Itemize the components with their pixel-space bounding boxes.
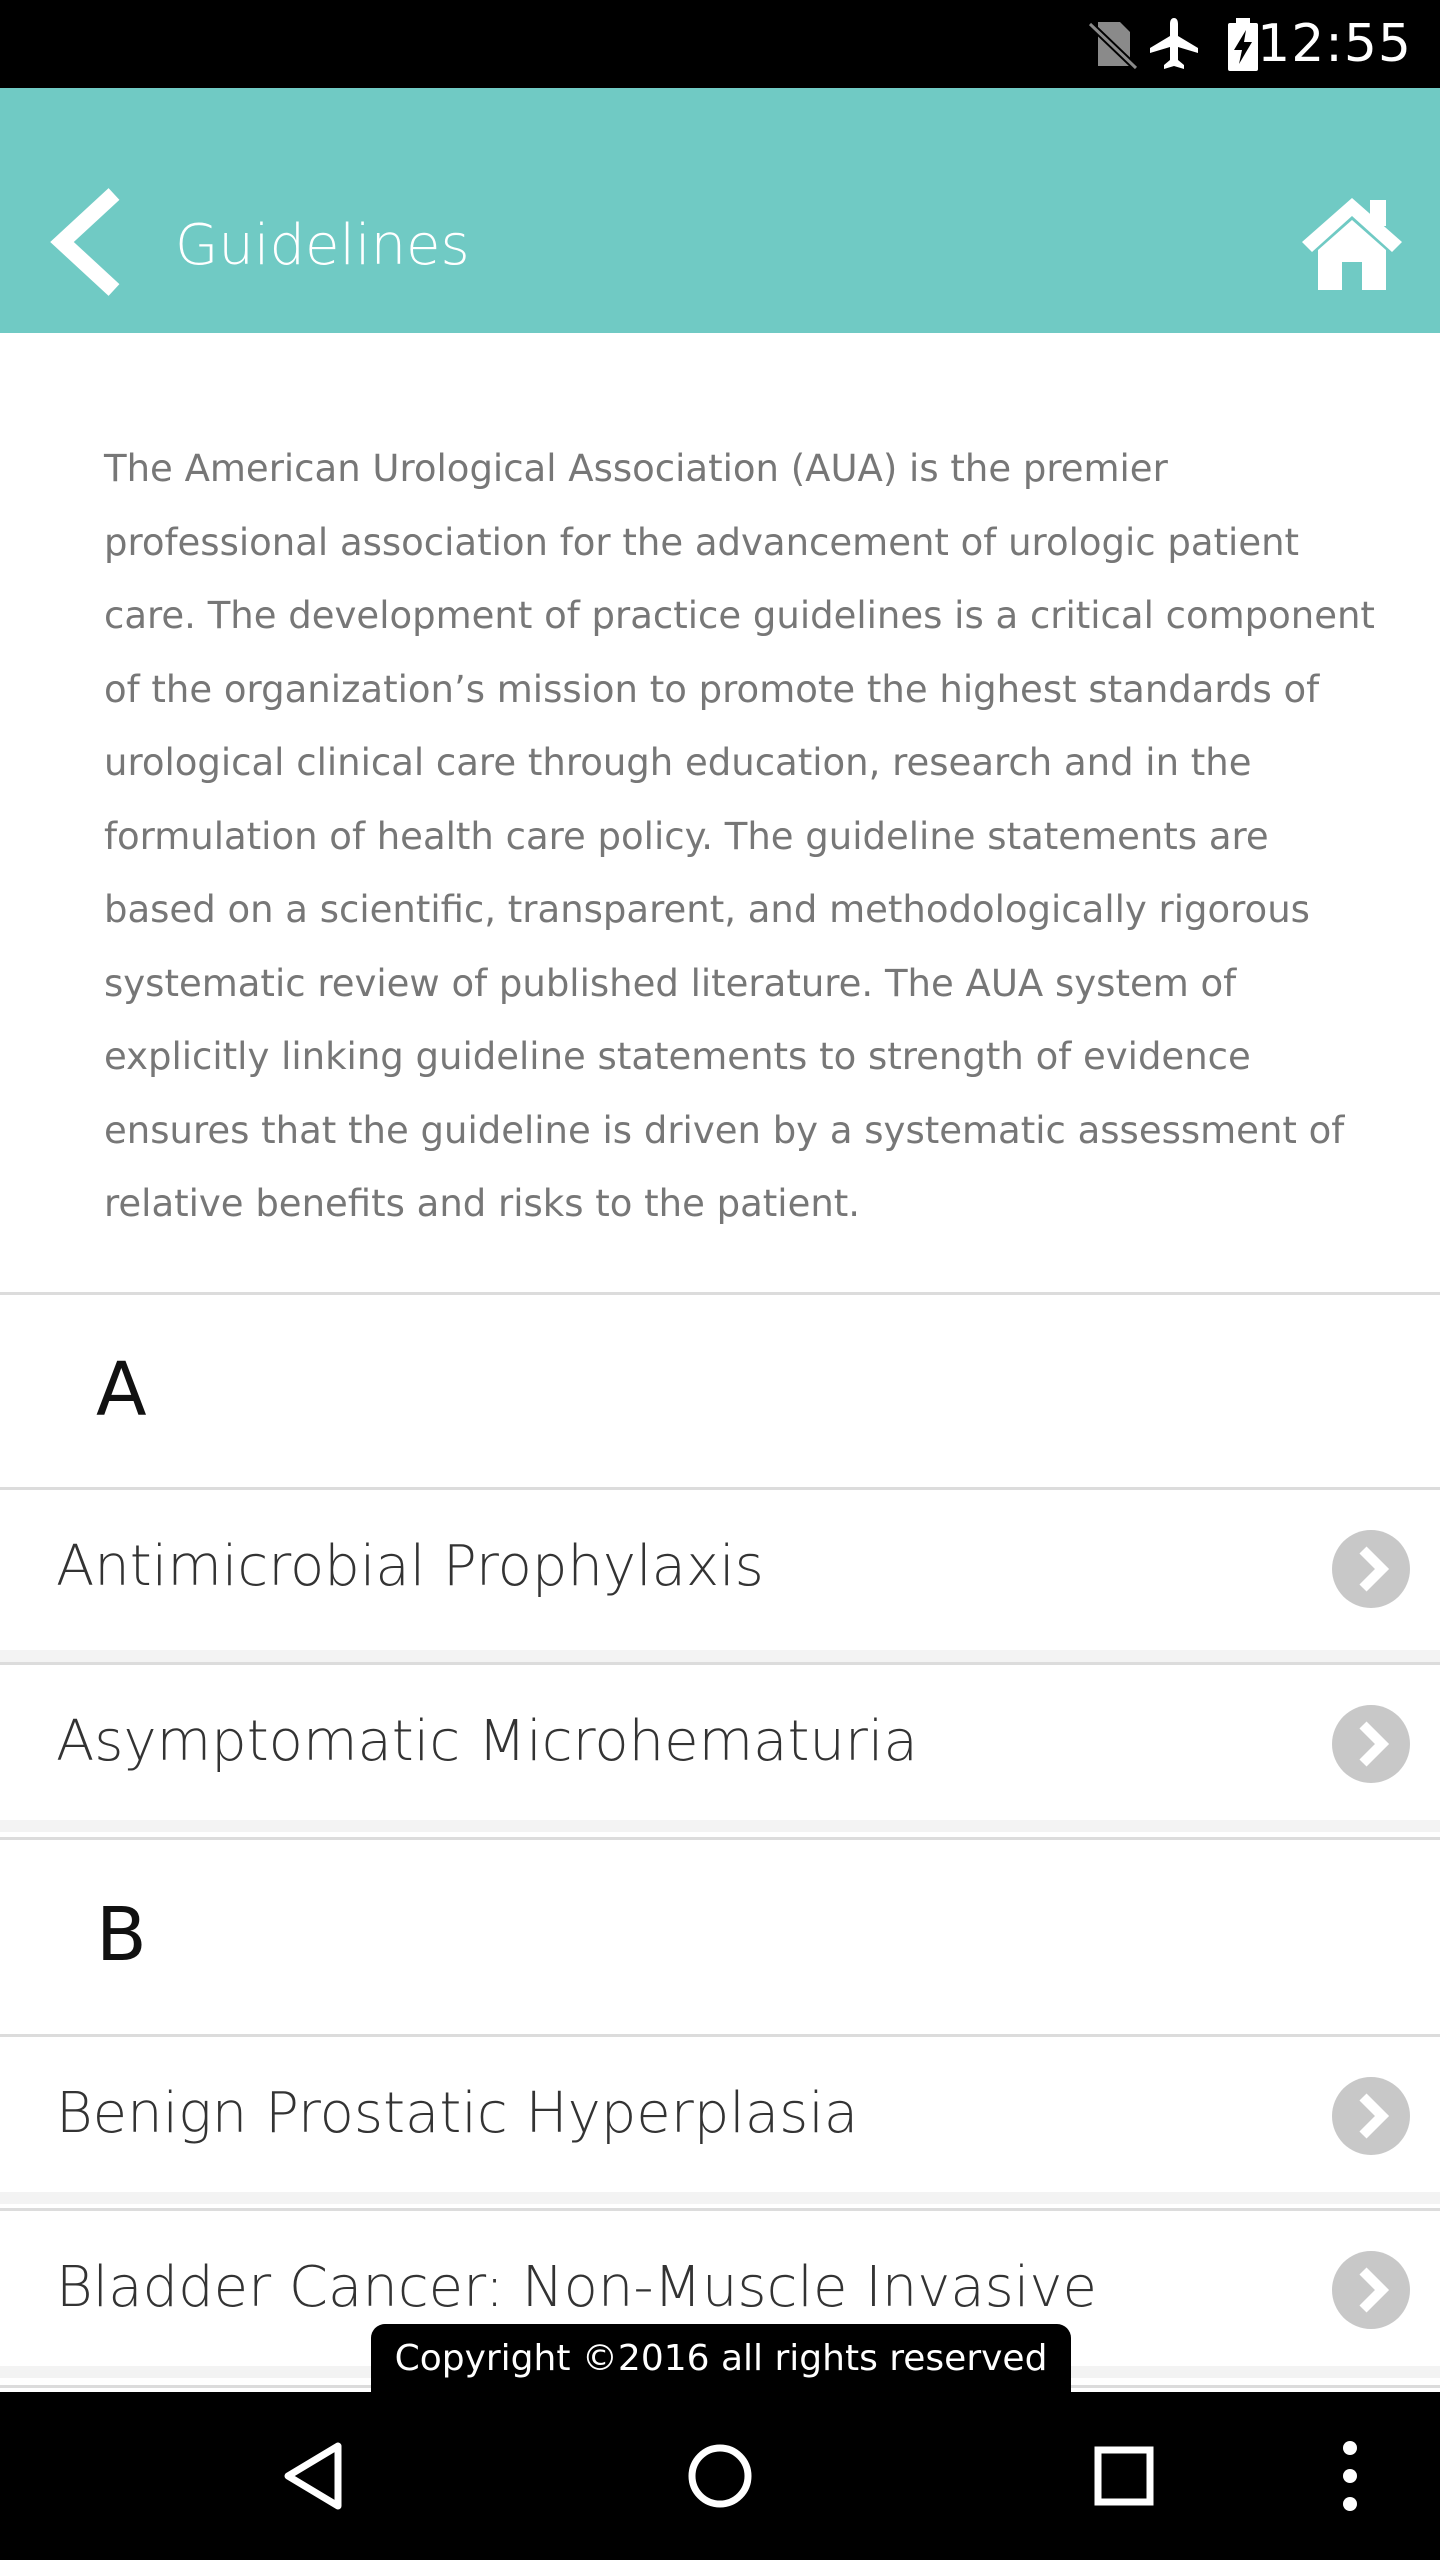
home-button[interactable] xyxy=(1296,192,1408,296)
home-icon xyxy=(1296,192,1408,296)
nav-recents-button[interactable] xyxy=(1074,2426,1174,2526)
list-item-benign-prostatic-hyperplasia[interactable] xyxy=(0,2037,1440,2192)
section-letter: A xyxy=(96,1347,147,1433)
list-item-label: Benign Prostatic Hyperplasia xyxy=(56,2081,859,2146)
intro-paragraph: The American Urological Association (AUA) is the premier professional association for the advancement of urologic patient care. The development of practice guidelines is a critical component of the organization’s mission to promote the highest standards of urological clinical care through education, research and in the formulation of health care policy. The guideline statements are based on a scientific, transparent, and methodologically rigorous systematic review of published literature. The AUA system of explicitly linking guideline statements to strength of evidence ensures that the guideline is driven by a systematic assessment of relative benefits and risks to the patient. xyxy=(104,447,1375,1225)
row-separator xyxy=(0,1820,1440,1832)
list-item-label: Asymptomatic Microhematuria xyxy=(56,1709,918,1774)
chevron-right-icon xyxy=(1332,2077,1410,2155)
chevron-right-icon xyxy=(1332,1705,1410,1783)
status-bar xyxy=(0,0,1440,88)
chevron-right-icon xyxy=(1332,1530,1410,1608)
list-item-label: Bladder Cancer: Non-Muscle Invasive xyxy=(56,2255,1098,2320)
section-header-a xyxy=(0,1295,1440,1487)
page-title: Guidelines xyxy=(175,213,470,278)
list-item-label: Antimicrobial Prophylaxis xyxy=(56,1534,764,1599)
list-item-antimicrobial-prophylaxis[interactable] xyxy=(0,1490,1440,1650)
row-separator xyxy=(0,2192,1440,2204)
chevron-left-icon xyxy=(44,184,144,309)
list-item-asymptomatic-microhematuria[interactable] xyxy=(0,1665,1440,1820)
section-header-b xyxy=(0,1840,1440,2035)
airplane-mode-icon xyxy=(1144,14,1204,74)
app-bar xyxy=(0,88,1440,333)
recents-square-icon xyxy=(1074,2426,1174,2526)
no-sim-icon xyxy=(1082,14,1142,74)
nav-overflow-button[interactable] xyxy=(1320,2426,1380,2526)
clock: 12:55 xyxy=(1257,14,1412,74)
home-circle-icon xyxy=(670,2426,770,2526)
back-button[interactable] xyxy=(44,184,144,309)
nav-home-button[interactable] xyxy=(670,2426,770,2526)
overflow-menu-icon xyxy=(1320,2426,1380,2526)
row-separator xyxy=(0,1650,1440,1662)
navigation-bar xyxy=(0,2392,1440,2560)
copyright-banner: Copyright ©2016 all rights reserved xyxy=(371,2324,1071,2394)
chevron-right-icon xyxy=(1332,2251,1410,2329)
section-letter: B xyxy=(96,1892,147,1978)
nav-back-button[interactable] xyxy=(266,2426,366,2526)
back-triangle-icon xyxy=(266,2426,366,2526)
